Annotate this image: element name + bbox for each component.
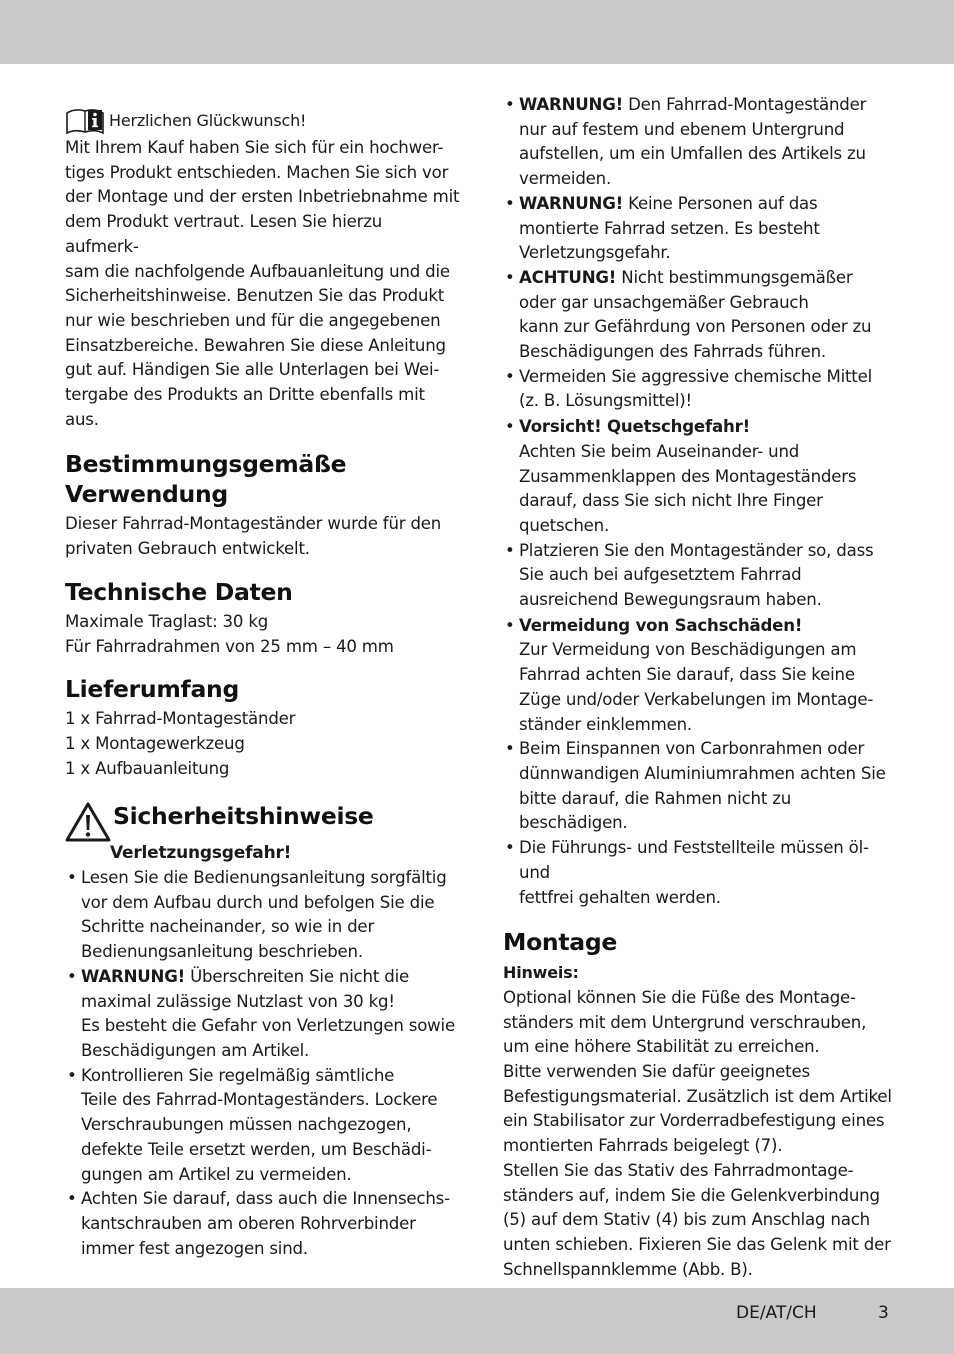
text-line: (5) auf dem Stativ (4) bis zum Anschlag nach	[503, 1210, 870, 1230]
text-line: unten schieben. Fixieren Sie das Gelenk mit der	[503, 1234, 891, 1254]
header-band	[0, 0, 954, 64]
list-item	[503, 415, 898, 539]
section-title-sicherheitshinweise: Sicherheitshinweise	[113, 802, 374, 831]
footer-region-label: DE/AT/CH	[736, 1303, 817, 1323]
safety-heading-row	[65, 801, 460, 843]
text-line: Züge und/oder Verkabelungen im Montage-	[519, 689, 874, 709]
warning-label: WARNUNG!	[519, 95, 624, 114]
list-item	[503, 93, 898, 192]
list-item	[503, 836, 898, 910]
text-line: quetschen.	[519, 515, 610, 535]
text-line: sam die nachfolgende Aufbauanleitung und die	[65, 261, 450, 281]
text-line: ständers auf, indem Sie die Gelenkverbindung	[503, 1185, 880, 1205]
text-line: Fahrrad achten Sie darauf, dass Sie keine	[519, 665, 855, 685]
text-line: (z. B. Lösungsmittel)!	[519, 391, 692, 411]
text-line: kann zur Gefährdung von Personen oder zu	[519, 317, 872, 337]
text-line: ausreichend Bewegungsraum haben.	[519, 590, 822, 610]
text-line: privaten Gebrauch entwickelt.	[65, 539, 310, 559]
intro-heading-row	[65, 106, 460, 136]
text-line: Zusammenklappen des Montageständers	[519, 466, 857, 486]
caution-label: Vermeidung von Sachschäden!	[519, 615, 803, 635]
list-item: 1 x Aufbauanleitung	[65, 758, 230, 778]
text-line: Beim Einspannen von Carbonrahmen oder	[519, 739, 865, 759]
text-line: Sie auch bei aufgesetztem Fahrrad	[519, 565, 802, 585]
text-line: Es besteht die Gefahr von Verletzungen sowie	[81, 1016, 455, 1036]
text-line: Den Fahrrad-Montageständer	[623, 95, 867, 114]
text-line: Verletzungsgefahr.	[519, 243, 671, 263]
warning-label: WARNUNG!	[519, 193, 624, 213]
text-line: Überschreiten Sie nicht die	[185, 966, 409, 986]
intro-text	[65, 136, 460, 432]
text-line: dem Produkt vertraut. Lesen Sie hierzu aufmerk-	[65, 212, 383, 256]
text-line: um eine höhere Stabilität zu erreichen.	[503, 1037, 820, 1057]
text-line: dünnwandigen Aluminiumrahmen achten Sie	[519, 763, 886, 783]
text-line: Mit Ihrem Kauf haben Sie sich für ein hochwer-	[65, 138, 444, 157]
text-line: Für Fahrradrahmen von 25 mm – 40 mm	[65, 636, 394, 656]
right-column	[503, 93, 898, 1282]
section-title-montage: Montage	[503, 928, 618, 957]
text-line: Platzieren Sie den Montageständer so, dass	[519, 540, 874, 560]
text-line: Kontrollieren Sie regelmäßig sämtliche	[81, 1065, 395, 1085]
list-item	[503, 365, 898, 414]
title-line: Verwendung	[65, 480, 228, 509]
text-line: nur wie beschrieben und für die angegebenen	[65, 310, 441, 330]
safety-subtitle: Verletzungsgefahr!	[110, 843, 292, 864]
text-line: darauf, dass Sie sich nicht Ihre Finger	[519, 491, 823, 511]
technische-text	[65, 610, 460, 659]
text-line: ständer einklemmen.	[519, 714, 692, 734]
text-line: nur auf festem und ebenem Untergrund	[519, 119, 845, 139]
title-line: Bestimmungsgemäße	[65, 450, 347, 479]
info-book-icon	[65, 107, 105, 135]
list-item	[65, 965, 460, 1064]
text-line: ständers mit dem Untergrund verschrauben,	[503, 1012, 867, 1032]
text-line: Dieser Fahrrad-Montageständer wurde für den	[65, 514, 442, 534]
text-line: Achten Sie darauf, dass auch die Innensechs-	[81, 1189, 450, 1209]
text-line: Maximale Traglast: 30 kg	[65, 611, 269, 631]
text-line: tiges Produkt entschieden. Machen Sie sich vor	[65, 162, 449, 182]
bestimmung-text	[65, 512, 460, 561]
text-line: immer fest angezogen sind.	[81, 1238, 308, 1258]
text-line: Teile des Fahrrad-Montageständers. Lockere	[81, 1090, 438, 1110]
text-line: maximal zulässige Nutzlast von 30 kg!	[81, 991, 395, 1011]
list-item: 1 x Montagewerkzeug	[65, 733, 245, 753]
list-item	[503, 539, 898, 613]
text-line: tergabe des Produkts an Dritte ebenfalls mit aus.	[65, 385, 425, 429]
safety-list-right	[503, 93, 898, 910]
text-line: gut auf. Händigen Sie alle Unterlagen bei Wei-	[65, 360, 440, 380]
text-line: Vermeiden Sie aggressive chemische Mittel	[519, 366, 873, 386]
list-item	[503, 614, 898, 738]
safety-list-left	[65, 866, 460, 1261]
text-line: Nicht bestimmungsgemäßer	[616, 267, 853, 287]
text-line: Die Führungs- und Feststellteile müssen öl- und	[519, 838, 869, 882]
text-line: kantschrauben am oberen Rohrverbinder	[81, 1213, 416, 1233]
text-line: montierte Fahrrad setzen. Es besteht	[519, 218, 820, 238]
list-item	[65, 1187, 460, 1261]
lieferumfang-list	[65, 707, 460, 781]
text-line: Keine Personen auf das	[623, 193, 818, 213]
text-line: vermeiden.	[519, 169, 612, 189]
text-line: Bitte verwenden Sie dafür geeignetes	[503, 1062, 810, 1082]
text-line: Schritte nacheinander, so wie in der	[81, 917, 375, 937]
text-line: vor dem Aufbau durch und befolgen Sie die	[81, 892, 435, 912]
list-item	[503, 192, 898, 266]
text-line: Verschraubungen müssen nachgezogen,	[81, 1115, 412, 1135]
text-line: Zur Vermeidung von Beschädigungen am	[519, 640, 857, 660]
text-line: montierten Fahrrads beigelegt (7).	[503, 1136, 783, 1156]
caution-label: ACHTUNG!	[519, 267, 617, 287]
text-line: Beschädigungen am Artikel.	[81, 1040, 310, 1060]
list-item	[503, 737, 898, 836]
section-title-lieferumfang: Lieferumfang	[65, 675, 239, 704]
section-title-bestimmung	[65, 449, 460, 509]
section-title-technische-daten: Technische Daten	[65, 577, 293, 606]
text-line: aufstellen, um ein Umfallen des Artikels zu	[519, 144, 866, 164]
note-label: Hinweis:	[503, 963, 579, 983]
list-item	[65, 1064, 460, 1188]
text-line: Achten Sie beim Auseinander- und	[519, 441, 800, 461]
text-line: oder gar unsachgemäßer Gebrauch	[519, 292, 809, 312]
text-line: Lesen Sie die Bedienungsanleitung sorgfältig	[81, 868, 447, 888]
left-column	[65, 106, 460, 1261]
intro-heading: Herzlichen Glückwunsch!	[109, 110, 307, 130]
text-line: bitte darauf, die Rahmen nicht zu beschädigen.	[519, 788, 792, 833]
text-line: Optional können Sie die Füße des Montage-	[503, 987, 856, 1007]
warning-triangle-icon	[65, 801, 111, 843]
caution-label: Vorsicht! Quetschgefahr!	[519, 417, 750, 437]
warning-label: WARNUNG!	[81, 966, 186, 986]
text-line: Bedienungsanleitung beschrieben.	[81, 942, 363, 962]
text-line: Einsatzbereiche. Bewahren Sie diese Anleitung	[65, 335, 446, 355]
text-line: der Montage und der ersten Inbetriebnahme mit	[65, 187, 460, 207]
text-line: Beschädigungen des Fahrrads führen.	[519, 342, 826, 362]
text-line: Befestigungsmaterial. Zusätzlich ist dem Artikel	[503, 1086, 892, 1106]
list-item	[503, 266, 898, 365]
text-line: gungen am Artikel zu vermeiden.	[81, 1164, 352, 1184]
text-line: fettfrei gehalten werden.	[519, 887, 721, 907]
list-item	[65, 866, 460, 965]
text-line: Sicherheitshinweise. Benutzen Sie das Produkt	[65, 286, 445, 306]
text-line: Stellen Sie das Stativ des Fahrradmontage-	[503, 1160, 854, 1180]
text-line: defekte Teile ersetzt werden, um Beschädi-	[81, 1139, 432, 1159]
list-item: 1 x Fahrrad-Montageständer	[65, 709, 296, 729]
montage-text	[503, 986, 898, 1282]
text-line: Schnellspannklemme (Abb. B).	[503, 1259, 753, 1279]
page-number: 3	[878, 1303, 889, 1323]
text-line: ein Stabilisator zur Vorderradbefestigung eines	[503, 1111, 885, 1131]
